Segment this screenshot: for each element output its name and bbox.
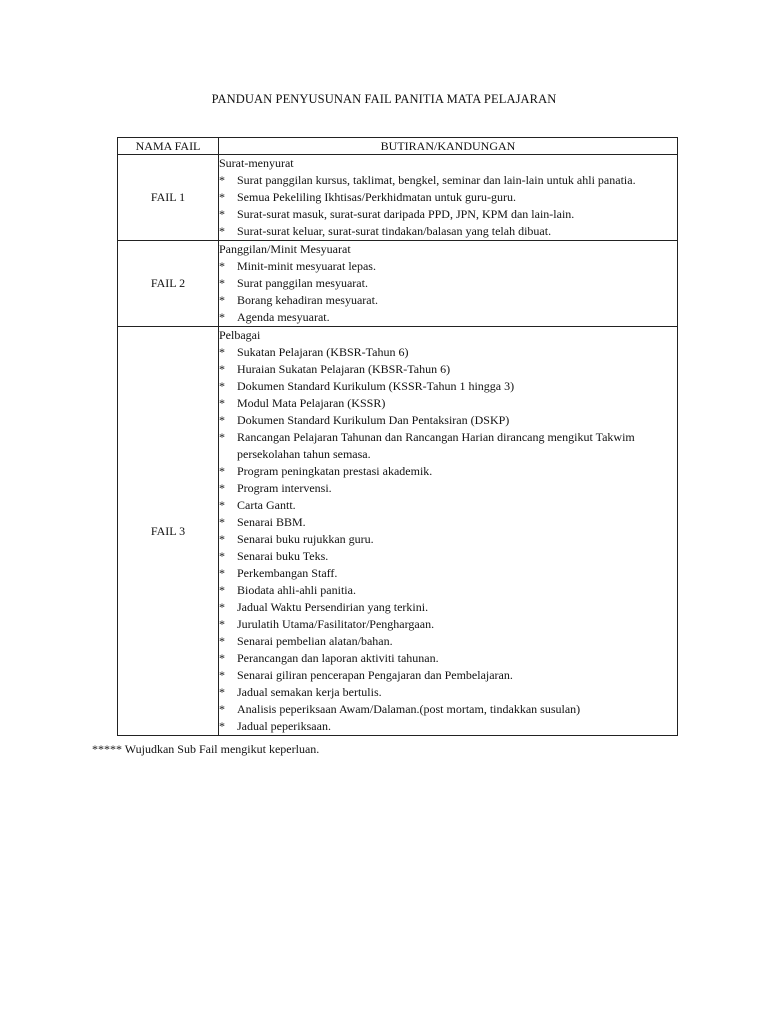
bullet-asterisk: * [219, 430, 225, 444]
item-text: Jadual Waktu Persendirian yang terkini. [237, 600, 429, 614]
page-title: PANDUAN PENYUSUNAN FAIL PANITIA MATA PELAJARAN [211, 92, 557, 106]
list-item [219, 701, 677, 718]
list-item [219, 463, 677, 480]
item-text: Minit-minit mesyuarat lepas. [237, 259, 376, 273]
bullet-asterisk: * [219, 617, 225, 631]
list-item [219, 223, 677, 240]
bullet-asterisk: * [219, 651, 225, 665]
bullet-asterisk: * [219, 362, 225, 376]
item-text: Modul Mata Pelajaran (KSSR) [237, 396, 386, 410]
item-text: Rancangan Pelajaran Tahunan dan Rancangan Harian dirancang mengikut Takwim persekolahan tahun semasa. [237, 430, 635, 461]
list-item [219, 395, 677, 412]
bullet-asterisk: * [219, 224, 225, 238]
item-text: Surat-surat masuk, surat-surat daripada PPD, JPN, KPM dan lain-lain. [237, 207, 575, 221]
item-list [219, 258, 677, 326]
list-item [219, 548, 677, 565]
item-text: Dokumen Standard Kurikulum (KSSR-Tahun 1 hingga 3) [237, 379, 515, 393]
table-row [118, 155, 678, 241]
bullet-asterisk: * [219, 396, 225, 410]
list-item [219, 718, 677, 735]
list-item [219, 378, 677, 395]
bullet-asterisk: * [219, 379, 225, 393]
bullet-asterisk: * [219, 549, 225, 563]
bullet-asterisk: * [219, 498, 225, 512]
item-list [219, 344, 677, 735]
bullet-asterisk: * [219, 702, 225, 716]
list-item [219, 361, 677, 378]
item-text: Jadual peperiksaan. [237, 719, 331, 733]
list-item [219, 292, 677, 309]
bullet-asterisk: * [219, 207, 225, 221]
list-item [219, 497, 677, 514]
section-heading: Surat-menyurat [219, 156, 294, 170]
file-content-cell [219, 241, 678, 327]
file-content-cell [219, 327, 678, 736]
item-text: Surat panggilan mesyuarat. [237, 276, 368, 290]
item-text: Borang kehadiran mesyuarat. [237, 293, 378, 307]
bullet-asterisk: * [219, 481, 225, 495]
list-item [219, 412, 677, 429]
item-list [219, 172, 677, 240]
bullet-asterisk: * [219, 583, 225, 597]
list-item [219, 480, 677, 497]
bullet-asterisk: * [219, 276, 225, 290]
bullet-asterisk: * [219, 293, 225, 307]
list-item [219, 206, 677, 223]
list-item [219, 275, 677, 292]
bullet-asterisk: * [219, 600, 225, 614]
file-guide-table [117, 137, 678, 736]
section-heading: Pelbagai [219, 328, 261, 342]
item-text: Senarai BBM. [237, 515, 306, 529]
list-item [219, 650, 677, 667]
item-text: Carta Gantt. [237, 498, 296, 512]
bullet-asterisk: * [219, 345, 225, 359]
bullet-asterisk: * [219, 413, 225, 427]
bullet-asterisk: * [219, 515, 225, 529]
item-text: Perancangan dan laporan aktiviti tahunan. [237, 651, 439, 665]
bullet-asterisk: * [219, 532, 225, 546]
list-item [219, 565, 677, 582]
list-item [219, 667, 677, 684]
bullet-asterisk: * [219, 173, 225, 187]
item-text: Surat panggilan kursus, taklimat, bengkel, seminar dan lain-lain untuk ahli panatia. [237, 173, 636, 187]
bullet-asterisk: * [219, 259, 225, 273]
bullet-asterisk: * [219, 685, 225, 699]
list-item [219, 582, 677, 599]
item-text: Senarai giliran pencerapan Pengajaran dan Pembelajaran. [237, 668, 513, 682]
item-text: Jurulatih Utama/Fasilitator/Penghargaan. [237, 617, 435, 631]
item-text: Program peningkatan prestasi akademik. [237, 464, 433, 478]
bullet-asterisk: * [219, 190, 225, 204]
item-text: Biodata ahli-ahli panitia. [237, 583, 356, 597]
footnote: ***** Wujudkan Sub Fail mengikut keperluan. [92, 742, 320, 756]
item-text: Huraian Sukatan Pelajaran (KBSR-Tahun 6) [237, 362, 451, 376]
header-nama-fail: NAMA FAIL [118, 138, 219, 155]
item-text: Program intervensi. [237, 481, 332, 495]
list-item [219, 189, 677, 206]
file-name-cell: FAIL 3 [118, 327, 219, 736]
section-heading: Panggilan/Minit Mesyuarat [219, 242, 351, 256]
item-text: Analisis peperiksaan Awam/Dalaman.(post mortam, tindakkan susulan) [237, 702, 581, 716]
file-name-cell: FAIL 1 [118, 155, 219, 241]
table-row [118, 327, 678, 736]
bullet-asterisk: * [219, 668, 225, 682]
item-text: Perkembangan Staff. [237, 566, 338, 580]
file-content-cell [219, 155, 678, 241]
header-butiran-kandungan: BUTIRAN/KANDUNGAN [219, 138, 678, 155]
bullet-asterisk: * [219, 566, 225, 580]
list-item [219, 429, 677, 463]
bullet-asterisk: * [219, 634, 225, 648]
list-item [219, 633, 677, 650]
item-text: Dokumen Standard Kurikulum Dan Pentaksiran (DSKP) [237, 413, 510, 427]
bullet-asterisk: * [219, 310, 225, 324]
list-item [219, 616, 677, 633]
list-item [219, 531, 677, 548]
item-text: Semua Pekeliling Ikhtisas/Perkhidmatan untuk guru-guru. [237, 190, 516, 204]
list-item [219, 344, 677, 361]
table-header-row [118, 138, 678, 155]
item-text: Senarai buku Teks. [237, 549, 329, 563]
item-text: Senarai buku rujukkan guru. [237, 532, 374, 546]
list-item [219, 514, 677, 531]
table-body [118, 155, 678, 736]
list-item [219, 599, 677, 616]
table-row [118, 241, 678, 327]
file-name-cell: FAIL 2 [118, 241, 219, 327]
item-text: Agenda mesyuarat. [237, 310, 330, 324]
item-text: Surat-surat keluar, surat-surat tindakan/balasan yang telah dibuat. [237, 224, 552, 238]
list-item [219, 684, 677, 701]
list-item [219, 309, 677, 326]
item-text: Jadual semakan kerja bertulis. [237, 685, 382, 699]
bullet-asterisk: * [219, 464, 225, 478]
list-item [219, 172, 677, 189]
list-item [219, 258, 677, 275]
item-text: Sukatan Pelajaran (KBSR-Tahun 6) [237, 345, 409, 359]
bullet-asterisk: * [219, 719, 225, 733]
item-text: Senarai pembelian alatan/bahan. [237, 634, 393, 648]
